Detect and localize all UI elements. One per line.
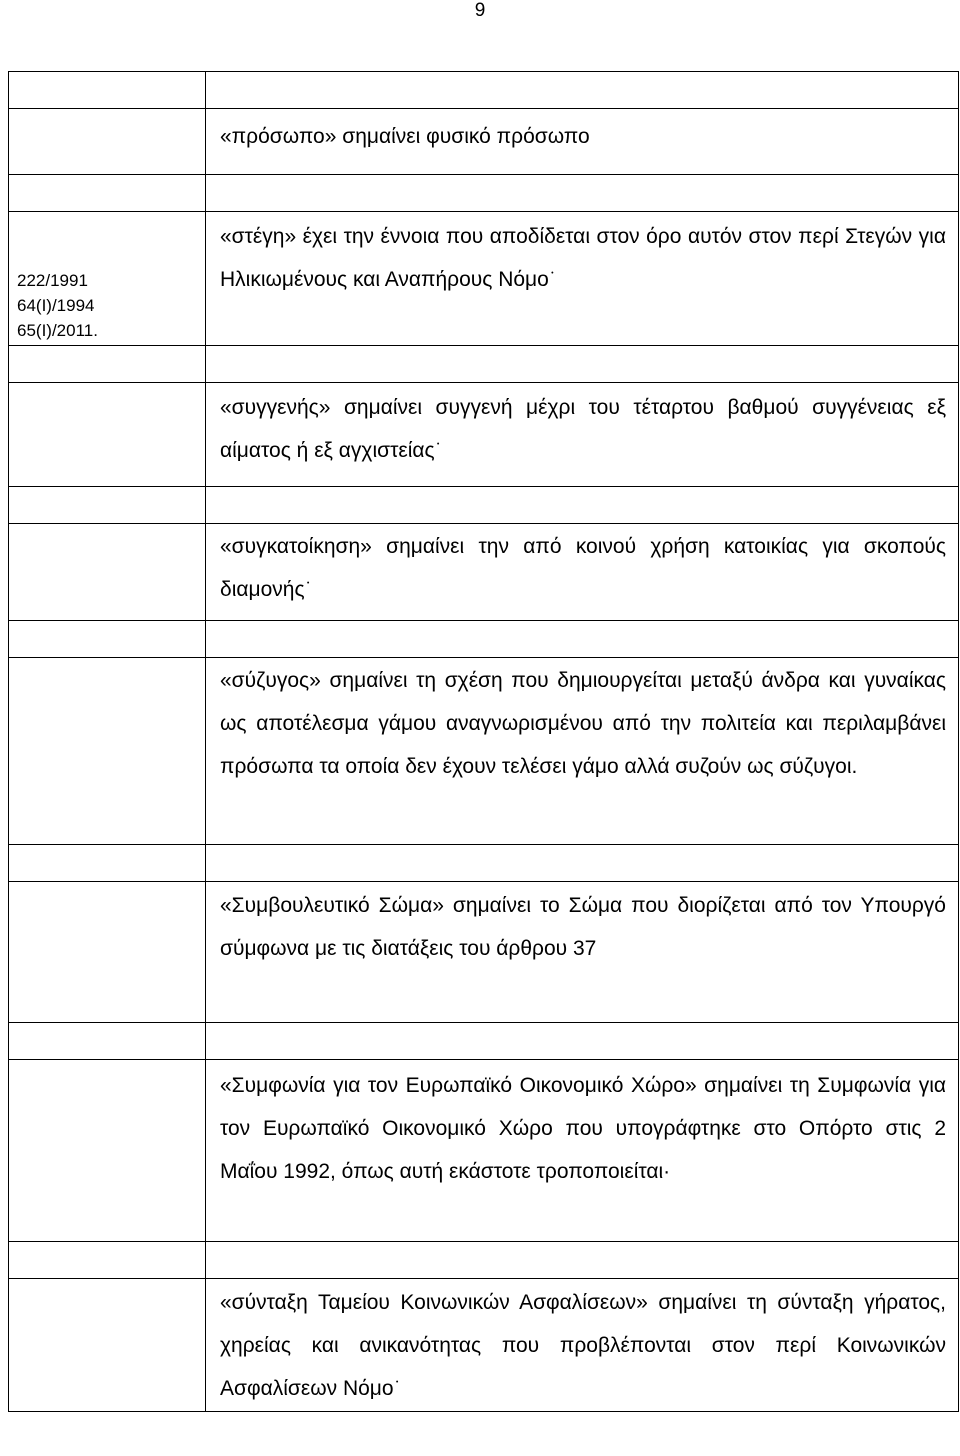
definition-text: «Συμφωνία για τον Ευρωπαϊκό Οικονομικό Χώρο» σημαίνει τη Συμφωνία για τον Ευρωπαϊκό Οικονομικό Χώρο που υπογράφτηκε στο Οπόρτο στις 2 Μαΐου 1992, όπως αυτή εκάστοτε τροποποιείται·	[220, 1074, 946, 1183]
definition-cell	[206, 383, 959, 487]
left-cell	[9, 346, 206, 383]
definition-cell	[206, 109, 959, 175]
law-reference: 64(Ι)/1994	[17, 296, 95, 315]
definition-text: «συγκατοίκηση» σημαίνει την από κοινού χρήση κατοικίας για σκοπούς διαμονής͘	[220, 535, 946, 601]
law-reference: 222/1991	[17, 271, 88, 290]
right-cell	[206, 346, 959, 383]
right-cell	[206, 1023, 959, 1060]
definition-cell	[206, 524, 959, 621]
right-cell	[206, 845, 959, 882]
right-cell	[206, 1242, 959, 1279]
definition-text: «σύνταξη Ταμείου Κοινωνικών Ασφαλίσεων» σημαίνει τη σύνταξη γήρατος, χηρείας και ανικανότητας που προβλέπονται στον περί Κοινωνικών Ασφαλίσεων Νόμο͘	[220, 1291, 946, 1400]
right-cell	[206, 487, 959, 524]
law-ref-cell	[9, 383, 206, 487]
page-number: 9	[474, 0, 486, 21]
left-cell	[9, 1242, 206, 1279]
law-reference: 65(Ι)/2011.	[17, 321, 98, 340]
law-ref-cell	[9, 658, 206, 845]
definition-text: «στέγη» έχει την έννοια που αποδίδεται στον όρο αυτόν στον περί Στεγών για Ηλικιωμένους και Αναπήρους Νόμο͘	[220, 225, 946, 291]
right-cell	[206, 175, 959, 212]
definitions-table	[8, 71, 959, 1412]
law-ref-cell	[9, 524, 206, 621]
definition-cell	[206, 212, 959, 346]
left-cell	[9, 72, 206, 109]
definition-text: «σύζυγος» σημαίνει τη σχέση που δημιουργείται μεταξύ άνδρα και γυναίκας ως αποτέλεσμα γάμου αναγνωρισμένου από την πολιτεία και περιλαμβάνει πρόσωπα τα οποία δεν έχουν τελέσει γάμο αλλά συζούν ως σύζυγοι.	[220, 669, 946, 778]
definition-cell	[206, 882, 959, 1023]
definition-text: «συγγενής» σημαίνει συγγενή μέχρι του τέταρτου βαθμού συγγένειας εξ αίματος ή εξ αγχιστείας͘	[220, 396, 946, 462]
left-cell	[9, 175, 206, 212]
left-cell	[9, 845, 206, 882]
right-cell	[206, 621, 959, 658]
left-cell	[9, 487, 206, 524]
law-ref-cell	[9, 212, 206, 346]
definition-text: «Συμβουλευτικό Σώμα» σημαίνει το Σώμα που διορίζεται από τον Υπουργό σύμφωνα με τις διατάξεις του άρθρου 37	[220, 894, 946, 960]
law-ref-cell	[9, 1279, 206, 1412]
definition-cell	[206, 658, 959, 845]
law-ref-cell	[9, 1060, 206, 1242]
definition-text: «πρόσωπο» σημαίνει φυσικό πρόσωπο	[220, 125, 590, 148]
law-ref-cell	[9, 882, 206, 1023]
definition-cell	[206, 1060, 959, 1242]
left-cell	[9, 621, 206, 658]
law-ref-cell	[9, 109, 206, 175]
left-cell	[9, 1023, 206, 1060]
definition-cell	[206, 1279, 959, 1412]
right-cell	[206, 72, 959, 109]
